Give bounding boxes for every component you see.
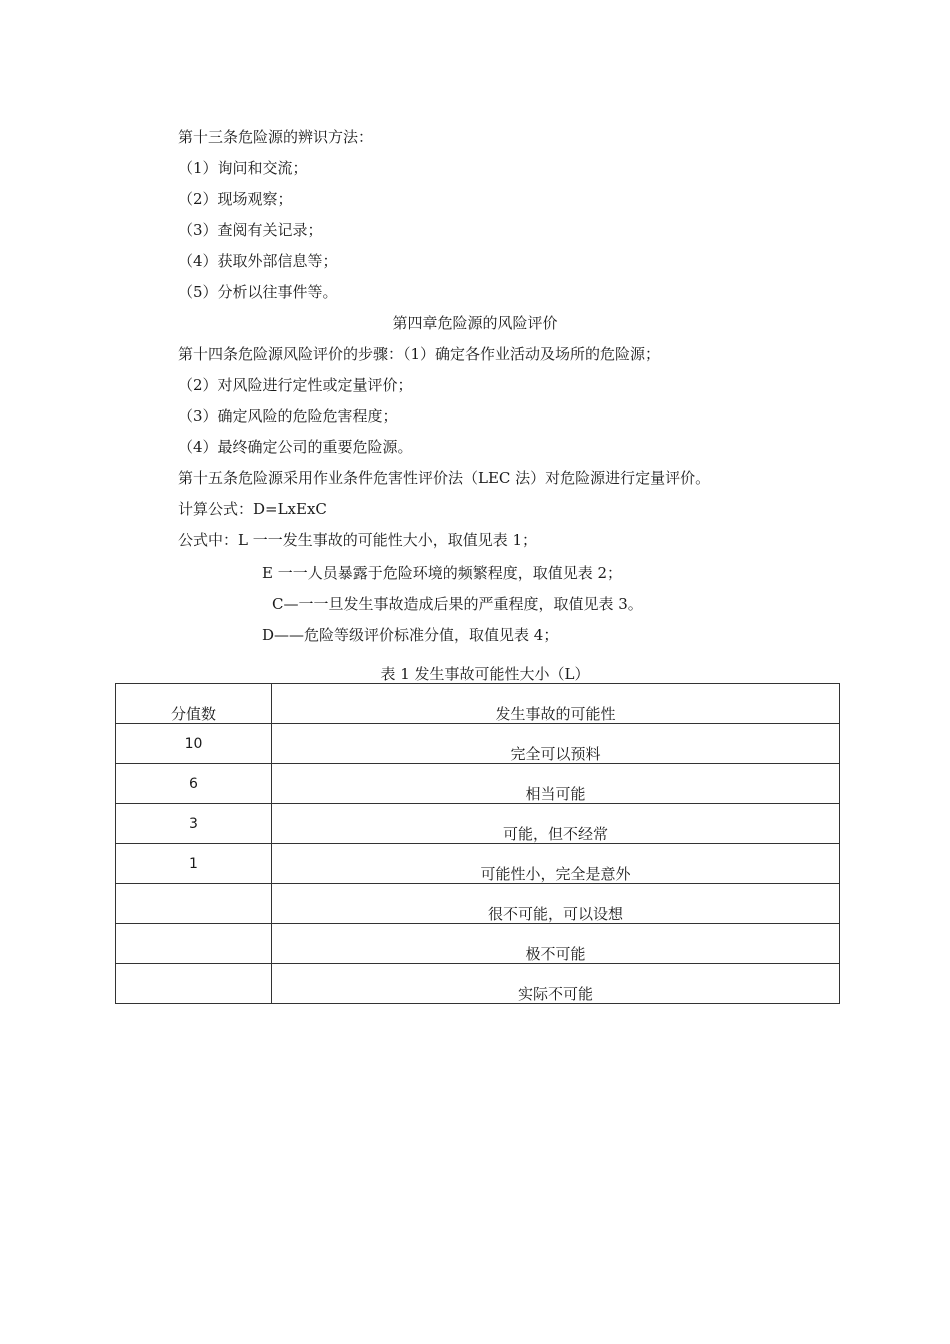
score-cell: 3 [116, 804, 272, 844]
list-item-3: （3）查阅有关记录； [178, 221, 323, 239]
table-row [116, 964, 840, 1004]
likelihood-cell: 极不可能 [272, 924, 840, 964]
header-likelihood: 发生事故的可能性 [272, 684, 840, 724]
table-row [116, 924, 840, 964]
list-item-2: （2）现场观察； [178, 190, 293, 208]
score-cell: 10 [116, 724, 272, 764]
likelihood-cell: 实际不可能 [272, 964, 840, 1004]
score-cell: 1 [116, 844, 272, 884]
formula-c: C—一一旦发生事故造成后果的严重程度，取值见表 3。 [272, 595, 643, 613]
table-caption: 表 1 发生事故可能性大小（L） [380, 665, 590, 683]
table-row [116, 764, 840, 804]
likelihood-cell: 可能性小，完全是意外 [272, 844, 840, 884]
likelihood-cell: 相当可能 [272, 764, 840, 804]
table-row [116, 844, 840, 884]
table-row [116, 724, 840, 764]
table-row [116, 884, 840, 924]
step-3: （3）确定风险的危险危害程度； [178, 407, 398, 425]
table-header-row [116, 684, 840, 724]
score-cell: 6 [116, 764, 272, 804]
formula-d: D——危险等级评价标准分值，取值见表 4； [262, 626, 559, 644]
score-cell [116, 964, 272, 1004]
list-item-1: （1）询问和交流； [178, 159, 308, 177]
article-14: 第十四条危险源风险评价的步骤：（1）确定各作业活动及场所的危险源； [178, 345, 661, 363]
heading-article-13: 第十三条危险源的辨识方法： [178, 128, 374, 146]
score-cell [116, 884, 272, 924]
formula-e: E 一一人员暴露于危险环境的频繁程度，取值见表 2； [262, 564, 623, 582]
score-cell [116, 924, 272, 964]
step-2: （2）对风险进行定性或定量评价； [178, 376, 413, 394]
likelihood-cell: 很不可能，可以设想 [272, 884, 840, 924]
list-item-5: （5）分析以往事件等。 [178, 283, 338, 301]
formula-l: 公式中：L 一一发生事故的可能性大小，取值见表 1； [178, 531, 538, 549]
formula: 计算公式：D=LxExC [178, 500, 327, 518]
likelihood-cell: 完全可以预料 [272, 724, 840, 764]
header-score: 分值数 [116, 684, 272, 724]
article-15: 第十五条危险源采用作业条件危害性评价法（LEC 法）对危险源进行定量评价。 [178, 469, 711, 487]
list-item-4: （4）获取外部信息等； [178, 252, 338, 270]
chapter-title: 第四章危险源的风险评价 [392, 314, 558, 332]
likelihood-cell: 可能，但不经常 [272, 804, 840, 844]
likelihood-table [115, 683, 840, 1004]
step-4: （4）最终确定公司的重要危险源。 [178, 438, 413, 456]
table-row [116, 804, 840, 844]
